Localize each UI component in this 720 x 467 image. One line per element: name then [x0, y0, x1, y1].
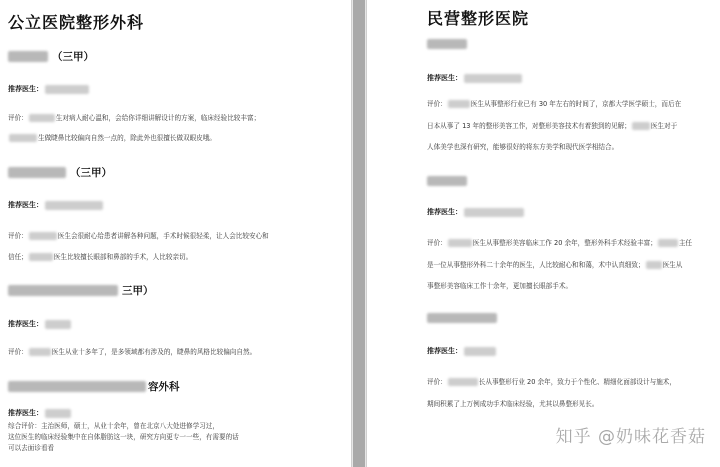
doctor-label-text: 推荐医生：: [8, 320, 43, 328]
review-text: 医生从业十多年了，是多领域都有涉及的，睫鼻的风格比较偏向自然。: [51, 348, 257, 356]
page-right: [366, 0, 720, 467]
redacted-name: [632, 122, 650, 130]
doctor-label: [8, 319, 71, 329]
redacted-hospital-name: [427, 176, 467, 186]
redacted-doctor-name: [464, 208, 524, 217]
review-text: 医生比较擅长眼部和鼻部的手术，人比较亲切。: [53, 253, 193, 261]
review-line: 综合评价：主治医师，硕士，从业十余年，曾在北京八大处进修学习过，: [8, 422, 219, 430]
doctor-label: [8, 408, 71, 418]
hospital-department: 容外科: [148, 381, 180, 393]
review-line: [8, 111, 260, 126]
page-title-public: 公立医院整形外科: [8, 13, 145, 32]
review-prefix: 评价：: [8, 348, 28, 356]
review-text: 医生对于: [650, 122, 678, 130]
redacted-name: [646, 261, 662, 269]
review-prefix: 评价：: [427, 378, 447, 386]
redacted-name: [448, 239, 472, 247]
redacted-hospital-name: [427, 313, 497, 323]
redacted-doctor-name: [45, 320, 71, 329]
redacted-name: [29, 348, 51, 356]
review-line: [8, 131, 216, 146]
review-prefix: 评价：: [427, 100, 447, 108]
doctor-label-text: 推荐医生：: [427, 74, 462, 82]
review-text: 医生会很耐心给患者讲解各种问题，手术时候很轻柔，让人会比较安心和: [57, 232, 269, 240]
review-text: 医生从: [662, 261, 683, 269]
redacted-doctor-name: [464, 74, 522, 83]
review-prefix: 评价：: [8, 114, 28, 122]
review-line: [8, 250, 192, 265]
review-prefix: 评价：: [427, 239, 447, 247]
review-line: 这位医生的临床经验集中在自体脂肪这一块，研究方向更专一一些，有需要的话: [8, 433, 239, 441]
review-text: 事整形美容临床工作十余年，更加擅长眼部手术。: [427, 282, 573, 290]
redacted-name: [29, 114, 55, 122]
doctor-label-text: 推荐医生：: [8, 409, 43, 417]
redacted-hospital-name: [8, 381, 146, 392]
review-line: [8, 229, 269, 244]
doctor-label-text: 推荐医生：: [427, 208, 462, 216]
hospital-grade: 三甲）: [122, 285, 154, 297]
redacted-name: [448, 378, 478, 386]
hospital-heading: [427, 39, 467, 49]
redacted-name: [658, 239, 678, 247]
doctor-label: [8, 200, 103, 210]
review-line: 可以去面诊看看: [8, 444, 55, 452]
doctor-label: [8, 84, 89, 94]
review-text: 人体美学也深有研究，能够很好的将东方美学和现代医学相结合。: [427, 143, 619, 151]
review-line: [427, 279, 572, 294]
redacted-hospital-name: [8, 51, 48, 62]
hospital-heading: [8, 49, 94, 64]
doctor-label: [427, 207, 524, 217]
page-left: [0, 0, 352, 467]
review-prefix: 信任；: [8, 253, 28, 261]
review-line: [8, 345, 256, 360]
review-text: 长从事整形行业 20 余年，致力于个性化、精细化面部设计与施术，: [478, 378, 676, 386]
page-gutter: [353, 0, 365, 467]
review-text: 医生从事整形行业已有 30 年左右的时间了，京都大学医学硕士，而后在: [470, 100, 682, 108]
watermark: [556, 422, 706, 447]
doctor-label: [427, 73, 522, 83]
page-title-private: 民营整形医院: [427, 9, 530, 28]
hospital-heading: [8, 379, 180, 394]
review-line: [427, 375, 676, 390]
review-line: [427, 397, 598, 412]
redacted-hospital-name: [8, 285, 118, 296]
review-text: 日本从事了 13 年的整形美容工作，对整形美容技术有着独到的见解；: [427, 122, 631, 130]
redacted-doctor-name: [45, 409, 71, 418]
redacted-name: [29, 232, 57, 240]
redacted-doctor-name: [45, 85, 89, 94]
review-text: 主任: [678, 239, 692, 247]
hospital-heading: [8, 283, 154, 298]
hospital-heading: [427, 176, 467, 186]
review-line: [427, 97, 681, 112]
redacted-hospital-name: [8, 167, 66, 178]
redacted-name: [29, 253, 53, 261]
hospital-grade: （三甲）: [70, 167, 112, 179]
review-line: [427, 236, 692, 251]
hospital-heading: [8, 165, 112, 180]
doctor-label-text: 推荐医生：: [8, 201, 43, 209]
hospital-heading: [427, 313, 497, 323]
review-line: [427, 140, 618, 155]
watermark-text: 知乎 @奶味花香菇: [555, 427, 706, 447]
redacted-doctor-name: [464, 347, 496, 356]
redacted-name: [9, 134, 37, 142]
redacted-hospital-name: [427, 39, 467, 49]
review-text: 医生从事整形美容临床工作 20 余年，整形外科手术经验丰富；: [472, 239, 657, 247]
review-line: [427, 119, 677, 134]
redacted-name: [448, 100, 470, 108]
review-line: [427, 258, 682, 273]
review-text: 生对病人耐心温和，会给你详细讲解设计的方案，临床经验比较丰富；: [55, 114, 261, 122]
doctor-label-text: 推荐医生：: [8, 85, 43, 93]
doctor-label: [427, 346, 496, 356]
redacted-doctor-name: [45, 201, 103, 210]
review-text: 期间积累了上万例成功手术临床经验，尤其以鼻整形见长。: [427, 400, 599, 408]
review-prefix: 评价：: [8, 232, 28, 240]
review-text: 生做睫鼻比较偏向自然一点的，除此外也很擅长做双眼皮哦。: [38, 134, 217, 142]
hospital-grade: （三甲）: [52, 51, 94, 63]
review-text: 是一位从事整形外科二十余年的医生，人比较耐心和和蔼，术中认真细致；: [427, 261, 645, 269]
doctor-label-text: 推荐医生：: [427, 347, 462, 355]
